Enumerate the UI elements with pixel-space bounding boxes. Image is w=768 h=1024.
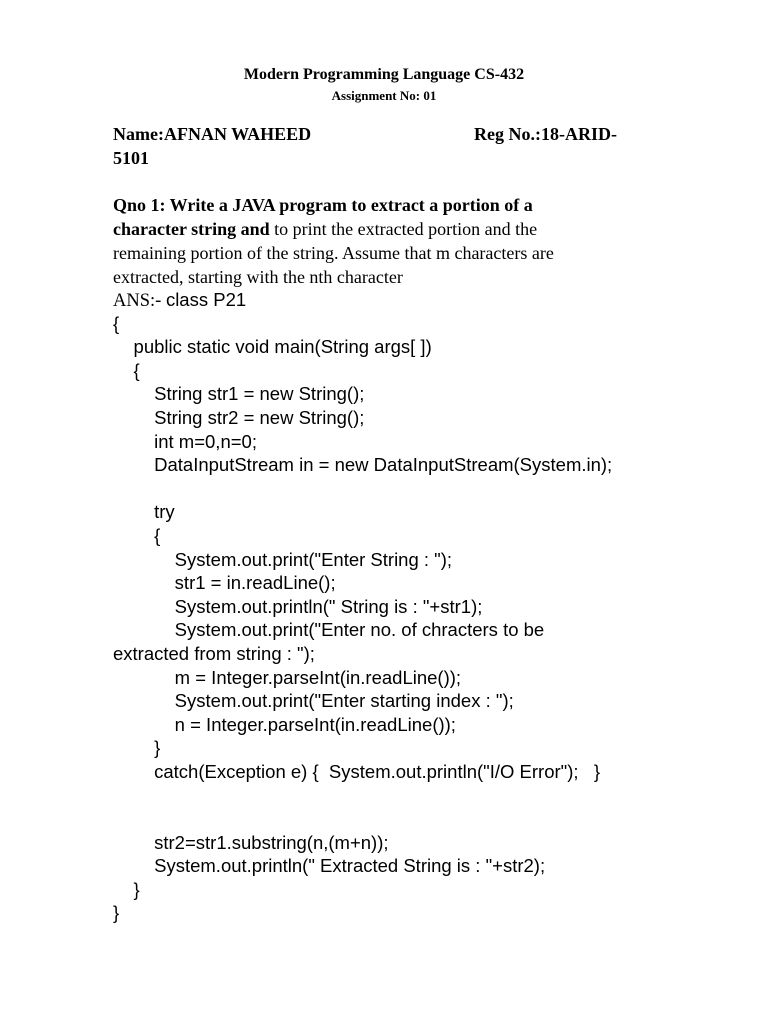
code-line bbox=[113, 878, 612, 902]
code-line bbox=[113, 524, 612, 548]
code-line bbox=[113, 642, 612, 666]
code-line bbox=[113, 689, 612, 713]
code-line bbox=[113, 595, 612, 619]
code-text: } bbox=[113, 878, 140, 900]
code-text: str1 = in.readLine(); bbox=[113, 572, 336, 594]
code-line bbox=[113, 713, 612, 737]
code-text: public static void main(String args[ ]) bbox=[113, 336, 432, 358]
code-line bbox=[113, 430, 612, 454]
code-line bbox=[113, 312, 612, 336]
code-text: catch(Exception e) { System.out.println("I/O Error"); } bbox=[113, 760, 601, 782]
code-text: class P21 bbox=[165, 289, 247, 310]
code-text: int m=0,n=0; bbox=[113, 430, 257, 452]
code-text: DataInputStream in = new DataInputStream(System.in); bbox=[113, 454, 613, 476]
code-line bbox=[113, 618, 612, 642]
code-line bbox=[113, 831, 612, 855]
code-line bbox=[113, 807, 612, 831]
code-text: String str2 = new String(); bbox=[113, 406, 365, 428]
code-line bbox=[113, 666, 612, 690]
code-text: System.out.print("Enter starting index : "); bbox=[113, 690, 514, 712]
code-line bbox=[113, 901, 612, 925]
registration-number: Reg No.:18-ARID- bbox=[474, 124, 617, 144]
question-text-2: to print the extracted portion and the bbox=[269, 219, 538, 239]
code-text: } bbox=[113, 737, 161, 759]
student-name: Name:AFNAN WAHEED bbox=[113, 124, 312, 144]
question-line-3: remaining portion of the string. Assume that m characters are bbox=[113, 243, 554, 263]
registration-number-continued: 5101 bbox=[113, 148, 149, 168]
question-line-2 bbox=[113, 219, 537, 240]
code-text: n = Integer.parseInt(in.readLine()); bbox=[113, 713, 456, 735]
code-line bbox=[113, 406, 612, 430]
code-text: { bbox=[113, 359, 140, 381]
code-text: m = Integer.parseInt(in.readLine()); bbox=[113, 666, 462, 688]
question-bold-text-2: character string and bbox=[113, 219, 270, 239]
code-line bbox=[113, 477, 612, 501]
code-line bbox=[113, 335, 612, 359]
code-text: } bbox=[113, 902, 120, 924]
code-line bbox=[113, 548, 612, 572]
document-title: Modern Programming Language CS-432 bbox=[243, 66, 525, 83]
code-line bbox=[113, 359, 612, 383]
code-text: try bbox=[113, 501, 175, 523]
code-line bbox=[113, 736, 612, 760]
code-text: str2=str1.substring(n,(m+n)); bbox=[113, 831, 389, 853]
code-line bbox=[113, 453, 612, 477]
question-line-4: extracted, starting with the nth character bbox=[113, 267, 403, 287]
code-text: String str1 = new String(); bbox=[113, 383, 365, 405]
code-text: { bbox=[113, 524, 161, 546]
code-line bbox=[113, 500, 612, 524]
code-text: System.out.print("Enter no. of chracters to be bbox=[113, 619, 545, 641]
code-line bbox=[113, 382, 612, 406]
answer-code-block bbox=[113, 288, 612, 925]
question-bold-text-1: Qno 1: Write a JAVA program to extract a portion of a bbox=[113, 195, 533, 215]
assignment-number: Assignment No: 01 bbox=[331, 88, 437, 103]
code-text: System.out.print("Enter String : "); bbox=[113, 548, 453, 570]
code-text: { bbox=[113, 312, 120, 334]
question-line-1 bbox=[113, 195, 533, 216]
code-line bbox=[113, 571, 612, 595]
code-text: extracted from string : "); bbox=[113, 642, 315, 664]
code-line bbox=[113, 783, 612, 807]
code-text: System.out.println(" Extracted String is : "+str2); bbox=[113, 855, 546, 877]
code-line bbox=[113, 854, 612, 878]
code-line bbox=[113, 288, 612, 312]
code-line bbox=[113, 760, 612, 784]
answer-label: ANS:- bbox=[113, 291, 166, 311]
code-text: System.out.println(" String is : "+str1); bbox=[113, 595, 483, 617]
